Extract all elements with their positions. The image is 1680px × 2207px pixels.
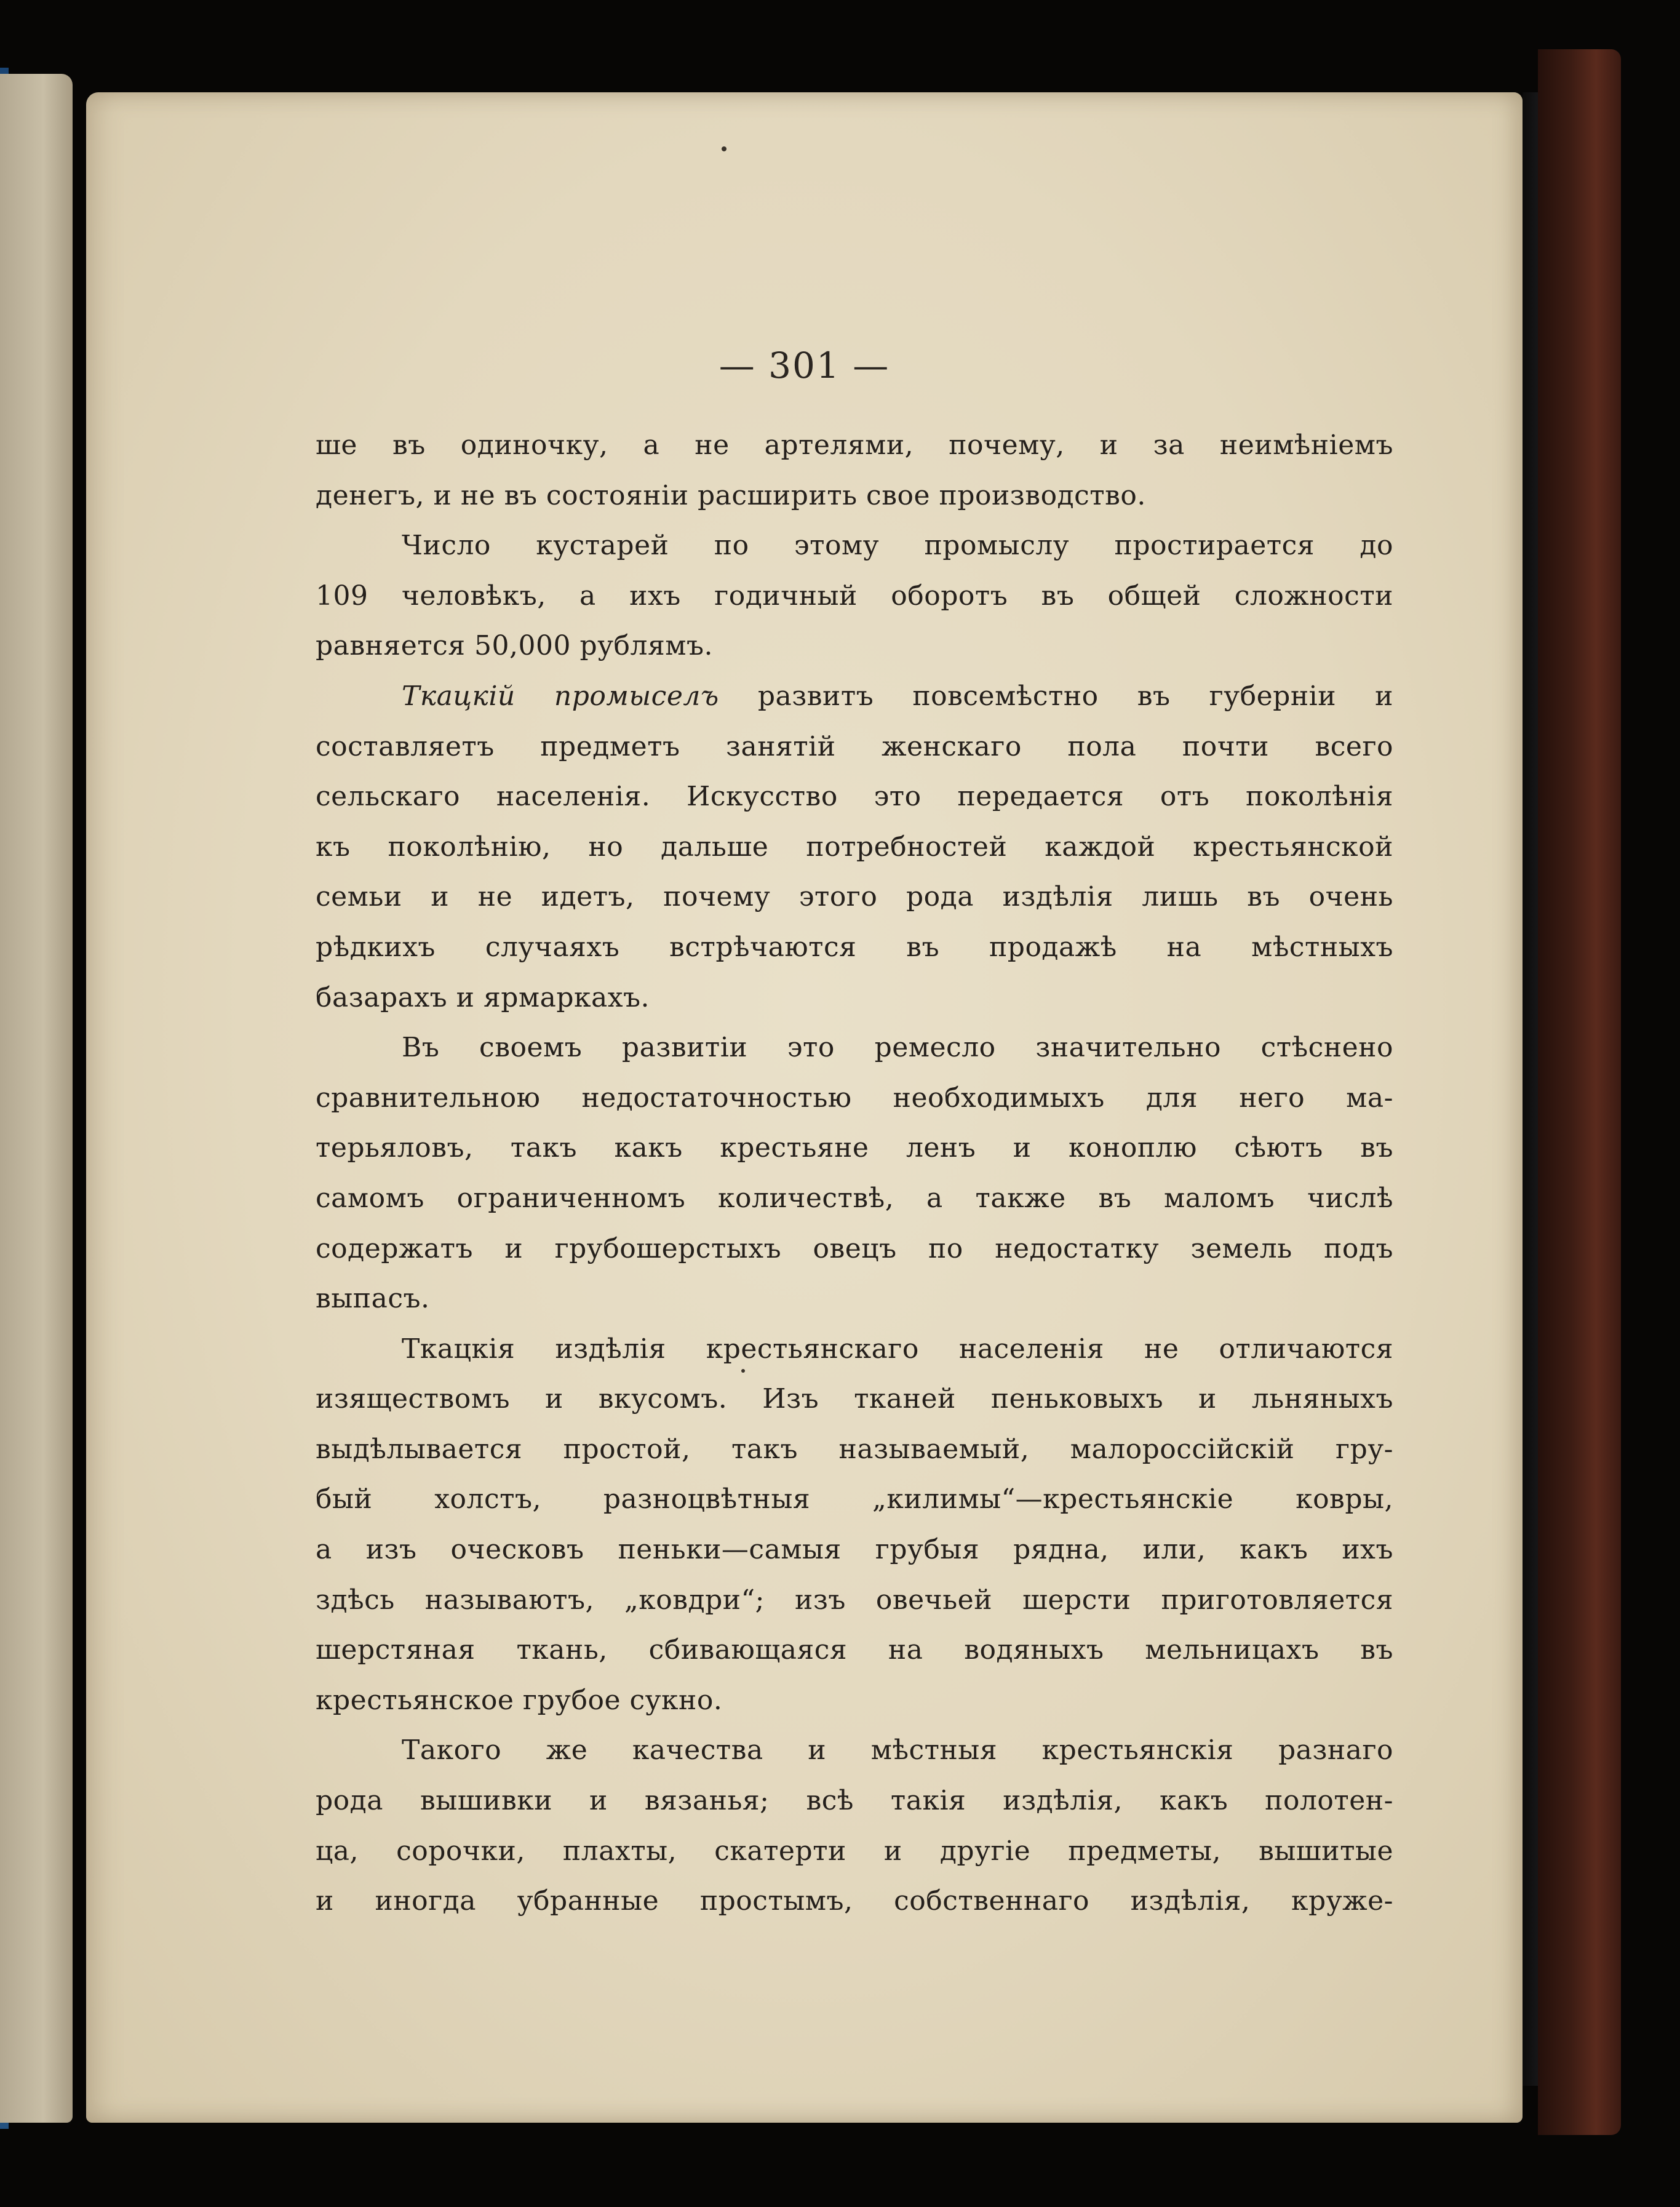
text-line-mixed [316,671,1393,722]
text-body [316,420,1393,1926]
text-line: содержатъ и грубошерстыхъ овецъ по недостатку земель подъ [316,1232,1393,1264]
italic-term: Ткацкій промыселъ [402,680,719,712]
paper-speck [722,146,727,151]
text-line: Въ своемъ развитіи это ремесло значительно стѣснено [402,1032,1393,1064]
text-line: крестьянское грубое сукно. [316,1684,723,1716]
text-line: бый холстъ, разноцвѣтныя „килимы“—крестьянскіе ковры, [316,1483,1393,1515]
text-line: Ткацкія издѣлія крестьянскаго населенія не отличаются [402,1333,1393,1365]
text-line: составляетъ предметъ занятій женскаго пола почти всего [316,730,1393,762]
text-line: и иногда убранные простымъ, собственнаго издѣлія, круже- [316,1885,1393,1917]
text-line-rest: развитъ повсемѣстно въ губерніи и [757,680,1393,712]
text-line: изяществомъ и вкусомъ. Изъ тканей пеньковыхъ и льняныхъ [316,1383,1393,1415]
text-line: ше въ одиночку, а не артелями, почему, и за неимѣніемъ [316,429,1393,461]
text-line: выпасъ. [316,1283,430,1315]
text-line: терьяловъ, такъ какъ крестьяне ленъ и коноплю сѣютъ въ [316,1132,1393,1164]
text-line: Такого же качества и мѣстныя крестьянскія разнаго [402,1734,1393,1766]
text-line: самомъ ограниченномъ количествѣ, а также въ маломъ числѣ [316,1182,1393,1214]
text-line: Число кустарей по этому промыслу простирается до [402,530,1393,562]
text-line: 109 человѣкъ, а ихъ годичный оборотъ въ общей сложности [316,580,1393,612]
text-line: базарахъ и ярмаркахъ. [316,981,650,1013]
text-line: рѣдкихъ случаяхъ встрѣчаются въ продажѣ на мѣстныхъ [316,931,1393,963]
page [86,92,1523,2123]
text-line: здѣсь называютъ, „ковдри“; изъ овечьей шерсти приготовляется [316,1584,1393,1616]
left-page-edge [0,74,73,2123]
text-line: денегъ, и не въ состояніи расширить свое производство. [316,479,1146,511]
text-line: сравнительною недостаточностью необходимыхъ для него ма- [316,1082,1393,1114]
text-line: а изъ оческовъ пеньки—самыя грубыя рядна, или, какъ ихъ [316,1534,1393,1566]
text-line: семьи и не идетъ, почему этого рода издѣлія лишь въ очень [316,881,1393,913]
text-line: ца, сорочки, плахты, скатерти и другіе предметы, вышитые [316,1835,1393,1867]
text-line: выдѣлывается простой, такъ называемый, малороссійскій гру- [316,1433,1393,1465]
text-line: рода вышивки и вязанья; всѣ такія издѣлія, какъ полотен- [316,1785,1393,1817]
text-line: сельскаго населенія. Искусство это передается отъ поколѣнія [316,781,1393,813]
text-line: къ поколѣнію, но дальше потребностей каждой крестьянской [316,831,1393,863]
page-number: — 301 — [719,345,890,386]
text-line: равняется 50,000 рублямъ. [316,630,713,662]
book-cover-right [1538,49,1621,2135]
text-line: шерстяная ткань, сбивающаяся на водяныхъ мельницахъ въ [316,1634,1393,1666]
